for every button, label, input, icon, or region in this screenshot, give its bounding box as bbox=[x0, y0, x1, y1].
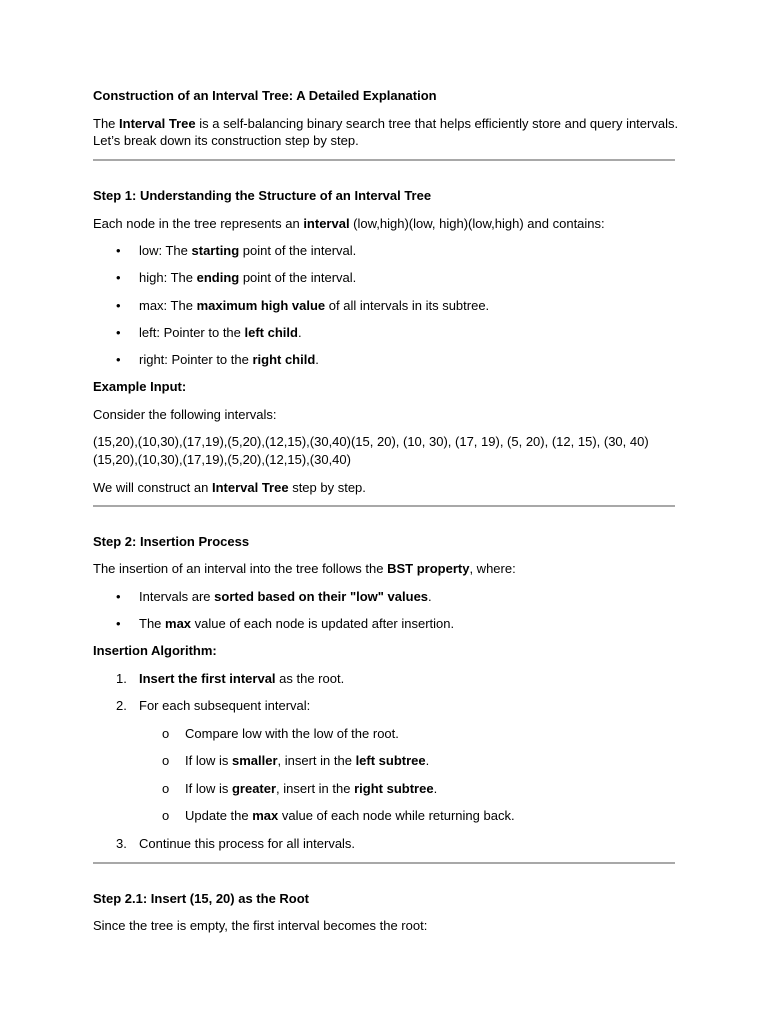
step1-description: Each node in the tree represents an interval (low,high)(low, high)(low,high) and contains: bbox=[93, 216, 605, 231]
bullet-marker bbox=[116, 615, 124, 633]
list-item: low: The starting point of the interval. bbox=[139, 243, 357, 258]
sub-list-item: If low is greater, insert in the right subtree. bbox=[185, 781, 438, 796]
step-number: 3. bbox=[116, 836, 127, 851]
step2-heading: Step 2: Insertion Process bbox=[93, 534, 250, 549]
sub-list-item: Compare low with the low of the root. bbox=[185, 726, 399, 741]
bullet-marker bbox=[116, 269, 124, 287]
list-item: left: Pointer to the left child. bbox=[139, 325, 302, 340]
sub-list-item: If low is smaller, insert in the left subtree. bbox=[185, 753, 430, 768]
step2-description: The insertion of an interval into the tree follows the BST property, where: bbox=[93, 561, 516, 576]
divider bbox=[93, 505, 675, 507]
sub-bullet-marker: o bbox=[162, 753, 170, 768]
step2-1-heading: Step 2.1: Insert (15, 20) as the Root bbox=[93, 891, 310, 906]
intro-paragraph-line-1: The Interval Tree is a self-balancing binary search tree that helps efficiently store and query intervals. bbox=[93, 116, 679, 131]
list-item: Continue this process for all intervals. bbox=[139, 836, 356, 851]
list-item: The max value of each node is updated after insertion. bbox=[139, 616, 455, 631]
bullet-marker bbox=[116, 324, 124, 342]
intro-paragraph-line-2: Let’s break down its construction step by step. bbox=[93, 133, 359, 148]
list-item: For each subsequent interval: bbox=[139, 698, 311, 713]
intervals-line-1: (15,20),(10,30),(17,19),(5,20),(12,15),(30,40)(15, 20), (10, 30), (17, 19), (5, 20), (12, 15), (30, 40) bbox=[93, 434, 649, 449]
bullet-marker bbox=[116, 351, 124, 369]
list-item: high: The ending point of the interval. bbox=[139, 270, 357, 285]
list-item: Insert the first interval as the root. bbox=[139, 671, 345, 686]
sub-bullet-marker: o bbox=[162, 781, 170, 796]
sub-list-item: Update the max value of each node while returning back. bbox=[185, 808, 515, 823]
bullet-marker bbox=[116, 297, 124, 315]
intervals-line-2: (15,20),(10,30),(17,19),(5,20),(12,15),(30,40) bbox=[93, 452, 351, 467]
sub-bullet-marker: o bbox=[162, 726, 170, 741]
list-item: right: Pointer to the right child. bbox=[139, 352, 319, 367]
sub-bullet-marker: o bbox=[162, 808, 170, 823]
construct-text: We will construct an Interval Tree step by step. bbox=[93, 480, 366, 495]
step-number: 2. bbox=[116, 698, 127, 713]
list-item: Intervals are sorted based on their "low" values. bbox=[139, 589, 432, 604]
bullet-marker bbox=[116, 242, 124, 260]
step1-heading: Step 1: Understanding the Structure of an Interval Tree bbox=[93, 188, 432, 203]
document-title: Construction of an Interval Tree: A Detailed Explanation bbox=[93, 88, 437, 103]
bullet-marker bbox=[116, 588, 124, 606]
step-number: 1. bbox=[116, 671, 127, 686]
insertion-algorithm-heading: Insertion Algorithm: bbox=[93, 643, 217, 658]
step2-1-description: Since the tree is empty, the first interval becomes the root: bbox=[93, 918, 428, 933]
consider-text: Consider the following intervals: bbox=[93, 407, 277, 422]
example-input-heading: Example Input: bbox=[93, 379, 187, 394]
divider bbox=[93, 862, 675, 864]
divider bbox=[93, 159, 675, 161]
list-item: max: The maximum high value of all intervals in its subtree. bbox=[139, 298, 490, 313]
